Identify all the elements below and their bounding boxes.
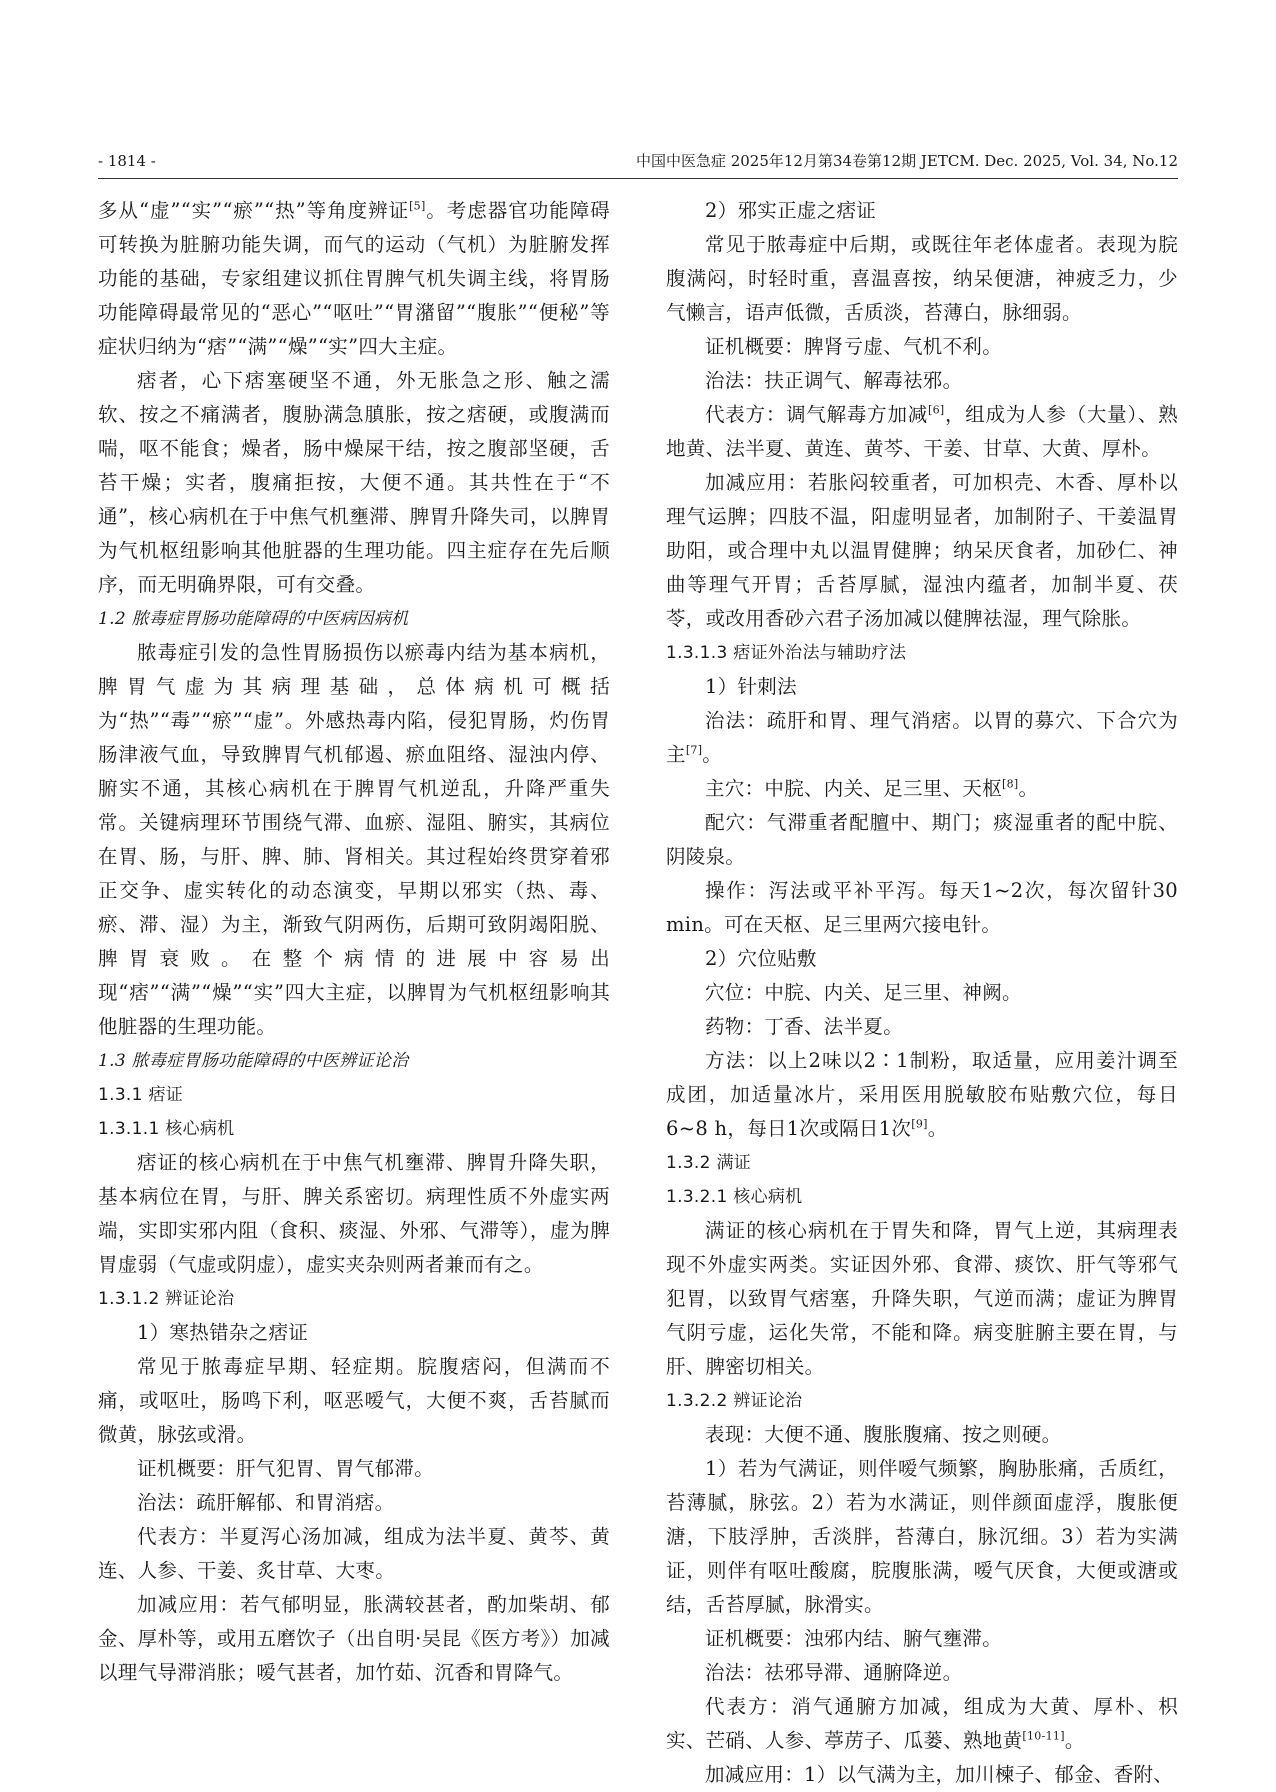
paragraph: 加减应用：若胀闷较重者，可加枳壳、木香、厚朴以理气运脾；四肢不温，阳虚明显者，加制附子、干姜温胃助阳，或合理中丸以温胃健脾；纳呆厌食者，加砂仁、神曲等理气开胃；舌苔厚腻，湿浊内蕴者，加制半夏、茯苓，或改用香砂六君子汤加减以健脾祛湿，理气除胀。 [666,471,1178,630]
paragraph: 加减应用：1）以气满为主，加川楝子、郁金、香附、 [705,1763,1174,1786]
paragraph: 治法：扶正调气、解毒祛邪。 [705,369,963,392]
citation-ref[interactable]: [6] [928,403,945,417]
paragraph: 证机概要：脾肾亏虚、气机不利。 [705,335,1003,358]
paragraph: 方法：以上2味以2∶1制粉，取适量，应用姜汁调至成团，加适量冰片，采用医用脱敏胶布贴敷穴位，每日6~8 h，每日1次或隔日1次[9]。 [666,1049,1178,1140]
paragraph: 代表方：半夏泻心汤加减，组成为法半夏、黄芩、黄连、人参、干姜、炙甘草、大枣。 [98,1525,610,1582]
citation-ref[interactable]: [10-11] [1022,1729,1065,1743]
paragraph: 配穴：气滞重者配膻中、期门；痰湿重者的配中脘、阴陵泉。 [666,811,1178,868]
paragraph: 脓毒症引发的急性胃肠损伤以瘀毒内结为基本病机，脾胃气虚为其病理基础，总体病机可概括为“热”“毒”“瘀”“虚”。外感热毒内陷，侵犯胃肠，灼伤胃肠津液气血，导致脾胃气机郁遏、瘀血阻络、湿浊内停、腑实不通，其核心病机在于脾胃气机逆乱，升降严重失常。关键病理环节围绕气滞、血瘀、湿阻、腑实，其病位在胃、肠，与肝、脾、肺、肾相关。其过程始终贯穿着邪正交争、虚实转化的动态演变，早期以邪实（热、毒、瘀、滞、湿）为主，渐致气阴两伤，后期可致阴竭阳脱、脾胃衰败。在整个病情的进展中容易出现“痞”“满”“燥”“实”四大主症，以脾胃为气机枢纽影响其他脏器的生理功能。 [98,641,610,1038]
paragraph: 治法：疏肝解郁、和胃消痞。 [137,1491,395,1514]
running-header [98,150,1178,172]
paragraph: 药物：丁香、法半夏。 [705,1015,904,1038]
paragraph: 常见于脓毒症中后期，或既往年老体虚者。表现为脘腹满闷，时轻时重，喜温喜按，纳呆便溏，神疲乏力，少气懒言，语声低微，舌质淡，苔薄白，脉细弱。 [666,233,1178,324]
paragraph: 1）若为气满证，则伴嗳气频繁，胸胁胀痛，舌质红，苔薄腻，脉弦。2）若为水满证，则伴颜面虚浮，腹胀便溏，下肢浮肿，舌淡胖，苔薄白，脉沉细。3）若为实满证，则伴有呕吐酸腐，脘腹胀满，嗳气厌食，大便或溏或结，舌苔厚腻，脉滑实。 [666,1457,1178,1616]
paragraph: 痞证的核心病机在于中焦气机壅滞、脾胃升降失职，基本病位在胃，与肝、脾关系密切。病理性质不外虚实两端，实即实邪内阻（食积、痰湿、外邪、气滞等），虚为脾胃虚弱（气虚或阴虚），虚实夹杂则两者兼而有之。 [98,1151,610,1276]
page-number: - 1814 - [98,152,156,170]
citation-ref[interactable]: [7] [685,743,703,757]
subheading: 2）穴位贴敷 [705,947,817,970]
subheading: 1）寒热错杂之痞证 [137,1321,309,1344]
section-heading: 1.3.2 满证 [666,1153,752,1173]
paragraph: 证机概要：浊邪内结、腑气壅滞。 [705,1627,1003,1650]
paragraph: 代表方：调气解毒方加减[6]，组成为人参（大量）、熟地黄、法半夏、黄连、黄芩、干姜、甘草、大黄、厚朴。 [666,403,1178,460]
section-heading: 1.3.1 痞证 [98,1085,184,1105]
paragraph: 穴位：中脘、内关、足三里、神阙。 [705,981,1022,1004]
paragraph: 加减应用：若气郁明显，胀满较甚者，酌加柴胡、郁金、厚朴等，或用五磨饮子（出自明·吴昆《医方考》）加减以理气导滞消胀；嗳气甚者，加竹茹、沉香和胃降气。 [98,1593,610,1684]
header-rule [98,178,1178,179]
section-heading: 1.3.1.3 痞证外治法与辅助疗法 [666,643,907,663]
paragraph: 满证的核心病机在于胃失和降，胃气上逆，其病理表现不外虚实两类。实证因外邪、食滞、痰饮、肝气等邪气犯胃，以致胃气痞塞，升降失职，气逆而满；虚证为脾胃气阴亏虚，运化失常，不能和降。病变脏腑主要在胃，与肝、脾密切相关。 [666,1219,1178,1378]
subheading: 1）针刺法 [705,675,797,698]
citation-ref[interactable]: [8] [1002,777,1019,791]
paragraph: 治法：祛邪导滞、通腑降逆。 [705,1661,963,1684]
section-heading: 1.3.2.2 辨证论治 [666,1391,803,1411]
right-column [666,194,1178,1792]
subheading: 2）邪实正虚之痞证 [705,199,877,222]
left-column [98,194,610,1690]
section-heading: 1.3 脓毒症胃肠功能障碍的中医辨证论治 [98,1051,409,1071]
paragraph: 多从“虚”“实”“瘀”“热”等角度辨证[5]。考虑器官功能障碍可转换为脏腑功能失调，而气的运动（气机）为脏腑发挥功能的基础，专家组建议抓住胃脾气机失调主线，将胃肠功能障碍最常见的“恶心”“呕吐”“胃潴留”“腹胀”“便秘”等症状归纳为“痞”“满”“燥”“实”四大主症。 [98,199,610,358]
citation-ref[interactable]: [5] [409,199,426,213]
paragraph: 常见于脓毒症早期、轻症期。脘腹痞闷，但满而不痛，或呕吐，肠鸣下利，呕恶嗳气，大便不爽，舌苔腻而微黄，脉弦或滑。 [98,1355,610,1446]
section-heading: 1.3.1.2 辨证论治 [98,1289,235,1309]
paragraph: 操作：泻法或平补平泻。每天1~2次，每次留针30 min。可在天枢、足三里两穴接电针。 [666,879,1178,936]
section-heading: 1.2 脓毒症胃肠功能障碍的中医病因病机 [98,609,409,629]
paragraph: 主穴：中脘、内关、足三里、天枢[8]。 [705,777,1039,800]
citation-ref[interactable]: [9] [911,1117,928,1131]
paragraph: 证机概要：肝气犯胃、胃气郁滞。 [137,1457,435,1480]
section-heading: 1.3.2.1 核心病机 [666,1187,803,1207]
paragraph: 治法：疏肝和胃、理气消痞。以胃的募穴、下合穴为主[7]。 [666,709,1178,766]
paragraph: 痞者，心下痞塞硬坚不通，外无胀急之形、触之濡软、按之不痛满者，腹胁满急䐜胀，按之痞硬，或腹满而喘，呕不能食；燥者，肠中燥屎干结，按之腹部坚硬，舌苔干燥；实者，腹痛拒按，大便不通。其共性在于“不通”，核心病机在于中焦气机壅滞、脾胃升降失司，以脾胃为气机枢纽影响其他脏器的生理功能。四主症存在先后顺序，而无明确界限，可有交叠。 [98,369,610,596]
journal-citation-line: 中国中医急症 2025年12月第34卷第12期 JETCM. Dec. 2025, Vol. 34, No.12 [635,152,1178,170]
paragraph: 代表方：消气通腑方加减，组成为大黄、厚朴、枳实、芒硝、人参、葶苈子、瓜蒌、熟地黄[10-11]。 [666,1695,1178,1752]
section-heading: 1.3.1.1 核心病机 [98,1119,235,1139]
paragraph: 表现：大便不通、腹胀腹痛、按之则硬。 [705,1423,1062,1446]
